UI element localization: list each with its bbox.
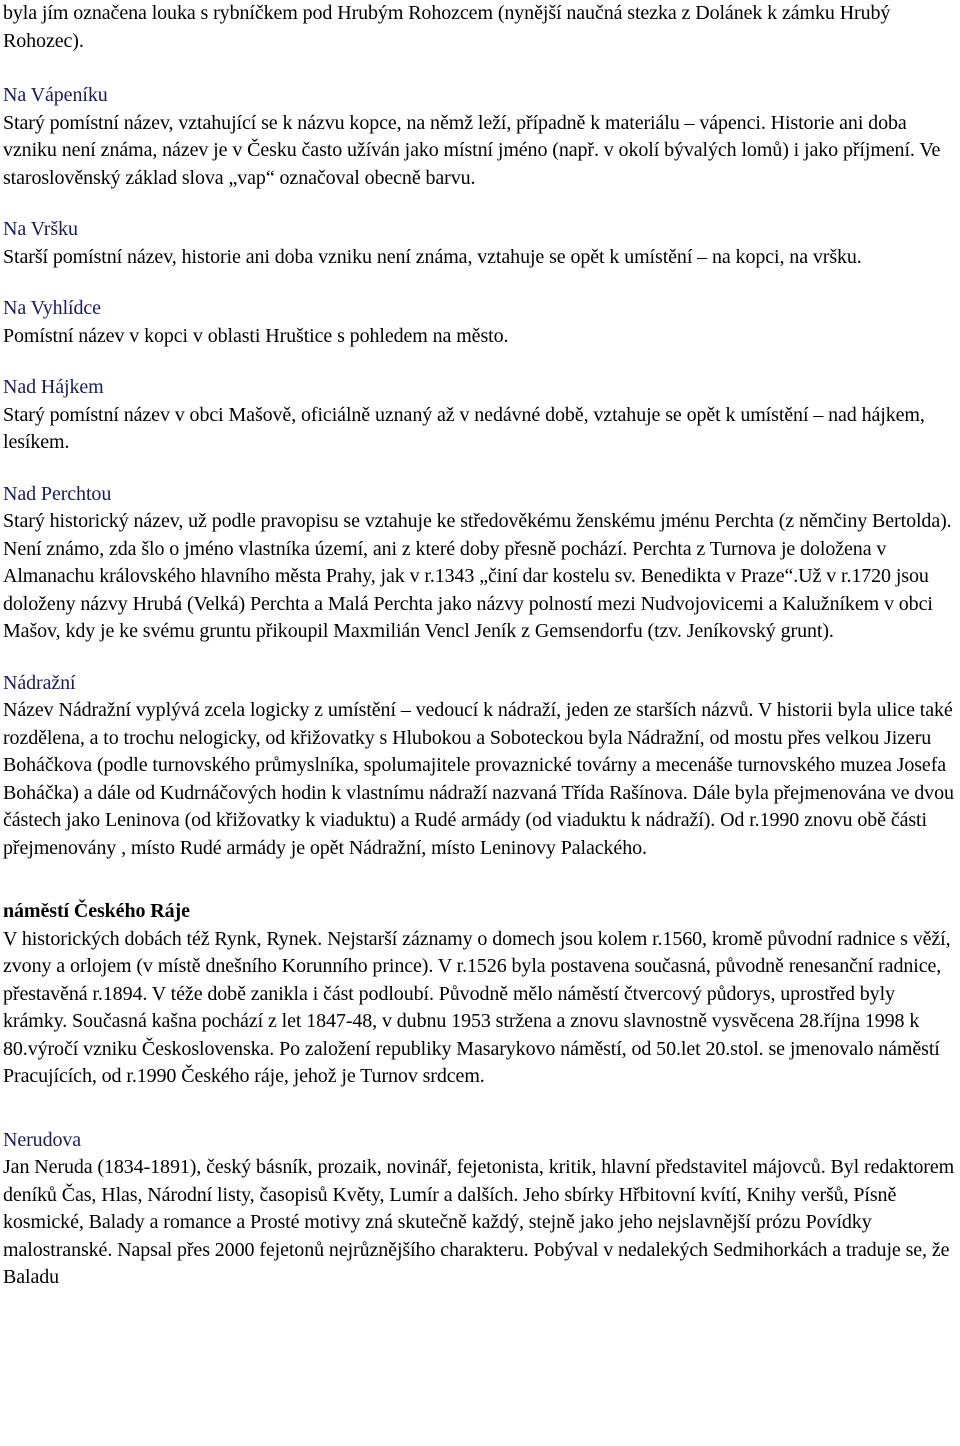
entry-text-na-vyhlidce: Pomístní název v kopci v oblasti Hruštice s pohledem na město. bbox=[3, 324, 509, 347]
entry-title-nerudova: Nerudova bbox=[3, 1128, 82, 1151]
entry-title-namesti-ceskeho-raje: náměstí Českého Ráje bbox=[3, 900, 190, 922]
entry-text-nad-hajkem: Starý pomístní název v obci Mašově, oficiálně uznaný až v nedávné době, vztahuje se opět k umístění – nad hájkem, lesíkem. bbox=[3, 403, 925, 453]
entry-text-na-vapeniku: Starý pomístní název, vztahující se k názvu kopce, na němž leží, případně k materiálu – vápenci. Historie ani doba vzniku není známa, název je v Česku často užíván jako místní jméno (např. v okolí bývalých lomů) i jako příjmení. Ve staroslověnský základ slova „vap“ označoval obecně barvu. bbox=[3, 111, 941, 189]
entry-title-nad-perchtou: Nad Perchtou bbox=[3, 482, 112, 505]
entry-title-na-vyhlidce: Na Vyhlídce bbox=[3, 297, 101, 319]
entry-text-nadrazni: Název Nádražní vyplývá zcela logicky z umístění – vedoucí k nádraží, jeden ze starších názvů. V historii byla ulice také rozdělena, a to trochu nelogicky, od křižovatky s Hlubokou a Soboteckou byla Nádražní, od mostu přes velkou Jizeru Boháčkova (podle turnovského průmyslníka, spolumajitele provaznické továrny a mecenáše turnovského muzea Josefa Boháčka) a dále od Kudrnáčových hodin k vlastnímu nádraží nazvaná Třída Rašínova. Dále byla přejmenována ve dvou částech jako Leninova (od křižovatky k viaduktu) a Rudé armády (od viaduktu k nádraží). Od r.1990 znovu obě části přejmenovány , místo Rudé armády je opět Nádražní, místo Leninovy Palackého. bbox=[3, 699, 954, 859]
intro-paragraph: byla jím označena louka s rybníčkem pod Hrubým Rohozcem (nynější naučná stezka z Dolánek k zámku Hrubý Rohozec). bbox=[3, 2, 891, 52]
entry-text-nad-perchtou: Starý historický název, už podle pravopisu se vztahuje ke středověkému ženskému jménu Perchta (z němčiny Bertolda). Není známo, zda šlo o jméno vlastníka území, ani z které doby přesně pochází. Perchta z Turnova je doložena v Almanachu královského hlavního města Prahy, jak v r.1343 „činí dar kostelu sv. Benedikta v Praze“.Už v r.1720 jsou doloženy názvy Hrubá (Velká) Perchta a Malá Perchta jako názvy polností mezi Nudvojovicemi a Kalužníkem v obci Mašov, kdy je ke svému gruntu přikoupil Maxmilián Vencl Jeník z Gemsendorfu (tzv. Jeníkovský grunt). bbox=[3, 510, 952, 642]
entry-title-nad-hajkem: Nad Hájkem bbox=[3, 376, 104, 398]
entry-text-na-vrsku: Starší pomístní název, historie ani doba vzniku není známa, vztahuje se opět k umístění – na kopci, na vršku. bbox=[3, 245, 862, 268]
entry-text-nerudova: Jan Neruda (1834-1891), český básník, prozaik, novinář, fejetonista, kritik, hlavní představitel májovců. Byl redaktorem deníků Čas, Hlas, Národní listy, časopisů Květy, Lumír a dalších. Jeho sbírky Hřbitovní kvítí, Knihy veršů, Písně kosmické, Balady a romance a Prosté motivy zná skutečně každý, stejně jako jeho nejslavnější prózu Povídky malostranské. Napsal přes 2000 fejetonů nejrůznějšího charakteru. Pobýval v nedalekých Sedmihorkách a traduje se, že Baladu bbox=[3, 1156, 955, 1288]
entry-text-namesti-ceskeho-raje: V historických dobách též Rynk, Rynek. Nejstarší záznamy o domech jsou kolem r.1560, kromě původní radnice s věží, zvony a orlojem (v místě dnešního Korunního prince). V r.1526 byla postavena současná, původně renesanční radnice, přestavěná r.1894. V téže době zanikla i část podloubí. Původně mělo náměstí čtvercový půdorys, uprostřed byly krámky. Současná kašna pochází z let 1847-48, v dubnu 1953 stržena a znovu slavnostně vysvěcena 28.října 1998 k 80.výročí vzniku Československa. Po založení republiky Masarykovo náměstí, od 50.let 20.stol. se jmenovalo náměstí Pracujících, od r.1990 Českého ráje, jehož je Turnov srdcem. bbox=[3, 927, 951, 1087]
entry-title-nadrazni: Nádražní bbox=[3, 671, 76, 694]
entry-title-na-vrsku: Na Vršku bbox=[3, 218, 78, 240]
entry-title-na-vapeniku: Na Vápeníku bbox=[3, 84, 108, 106]
document-page bbox=[3, 0, 958, 1292]
